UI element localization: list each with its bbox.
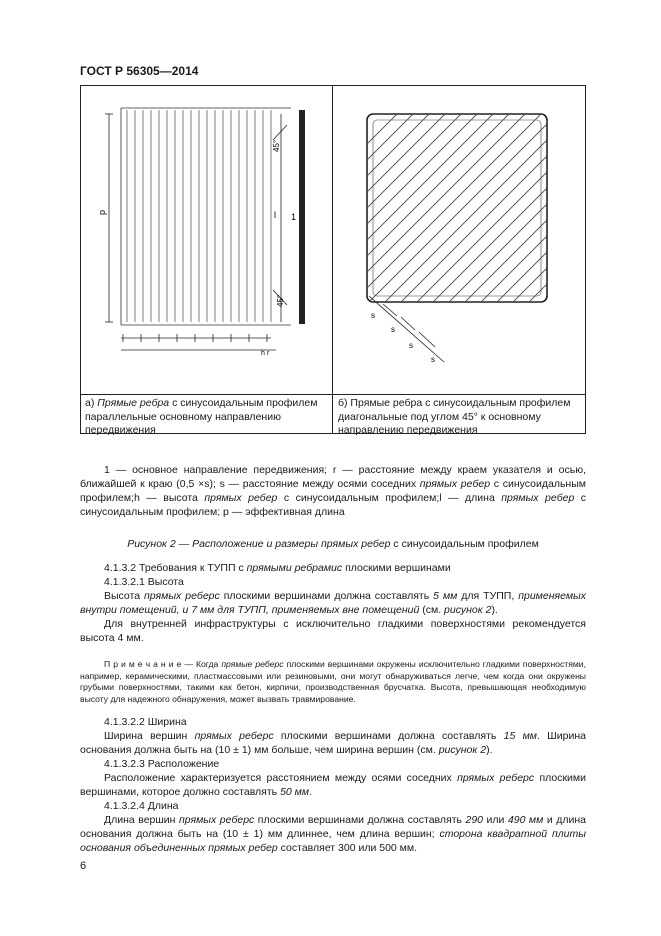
heading-layout: 4.1.3.2.3 Расположение [104, 758, 220, 770]
diagonal-rib [399, 104, 599, 304]
text: Расположение характеризуется расстоянием между осями соседних [104, 772, 458, 784]
heading-height: 4.1.3.2.1 Высота [104, 576, 184, 588]
figure-table [80, 85, 586, 434]
caption-a-prefix: а) [85, 397, 98, 409]
legend-part: с синусоидальным профилем;l — длина [277, 492, 502, 504]
drawing-parallel-ribs [97, 100, 311, 357]
diagonal-rib [335, 104, 535, 304]
text: для ТУПП, [457, 590, 519, 602]
legend-part: с синусоидальным профилем;h — высота [80, 478, 586, 504]
label-s-4: s [431, 355, 435, 364]
diagonal-rib [383, 104, 583, 304]
text: плоскими вершинами, которое должно составлять [80, 772, 587, 798]
text: ). [491, 604, 498, 616]
caption-a-rest: с синусоидальным профилем параллельные основному направлению передвижения [85, 397, 318, 436]
legend-italic: прямых ребер [501, 492, 575, 504]
diagonal-rib [463, 104, 661, 304]
text: плоскими вершинами должна составлять [254, 814, 466, 826]
figure-title-prefix: Рисунок 2 — Расположение и размеры [127, 538, 322, 550]
figure-title [80, 537, 586, 551]
heading-part: 4.1.3.2 Требования к ТУПП с [104, 562, 247, 574]
diagonal-rib [479, 104, 661, 304]
label-r: r [267, 350, 270, 357]
heading-italic: прямыми ребрамис [246, 562, 343, 574]
heading-length: 4.1.3.2.4 Длина [104, 800, 179, 812]
label-45-bottom: 45° [276, 294, 285, 307]
text-italic: 15 мм [503, 730, 537, 742]
diagonal-rib [287, 104, 487, 304]
text: (см. [419, 604, 445, 616]
text-italic: 5 мм [433, 590, 458, 602]
text-italic: прямых реберс [194, 730, 274, 742]
caption-a-italic: Прямые ребра [97, 397, 170, 409]
heading-part: плоскими вершинами [342, 562, 451, 574]
label-l: l [274, 210, 276, 220]
main-text [80, 561, 586, 855]
heading-width: 4.1.3.2.2 Ширина [104, 716, 187, 728]
diagonal-rib [543, 104, 661, 304]
text: и длина основания должна быть на (10 ± 1) мм длиннее, чем длина вершин; [80, 814, 586, 840]
diagonal-rib [367, 104, 567, 304]
paragraph-indoor: Для внутренней инфраструктуры с исключительно гладкими поверхностями рекомендуется высота 4 мм. [80, 618, 586, 644]
caption-a [85, 397, 329, 438]
text: плоскими вершинами должна составлять [273, 730, 504, 742]
table-caption-separator [81, 394, 585, 395]
legend-part: с синусоидальным профилем; p — эффективная длина [80, 492, 587, 518]
text-italic: 490 мм [507, 814, 544, 826]
text-italic: сторона квадратной плиты основания объединенных прямых ребер [80, 828, 586, 854]
figure-title-suffix: с синусоидальным профилем [390, 538, 539, 550]
legend-italic: прямых ребер [204, 492, 278, 504]
note-part: плоскими вершинами окружены исключительно гладкими поверхностями, например, керамическими, пластмассовыми или резиновыми, они могут обнаруживаться легче, чем когда они окружены грубыми поверхностями, такими как бетон, кирпичи, производственная брусчатка. Высота, превышающая необходимую высоту для надежного обнаружения, может вызвать травмирование. [80, 659, 586, 704]
figure-legend [80, 463, 586, 519]
label-s-3: s [409, 341, 413, 350]
text-italic: прямых реберс [144, 590, 220, 602]
note-italic: прямые реберс [221, 659, 284, 669]
diagonal-rib [351, 104, 551, 304]
document-header: ГОСТ Р 56305—2014 [80, 64, 199, 78]
note-part: П р и м е ч а н и е — Когда [104, 659, 222, 669]
text-italic: прямых реберс [178, 814, 255, 826]
label-s-2: s [391, 325, 395, 334]
diagonal-rib [559, 104, 661, 304]
label-p: p [97, 209, 107, 215]
note [80, 659, 586, 705]
label-s-1: s [371, 311, 375, 320]
text: Высота [104, 590, 145, 602]
diagonal-rib [511, 104, 661, 304]
table-divider [332, 86, 333, 434]
text: плоскими вершинами должна составлять [219, 590, 434, 602]
legend-part: 1 — основное направление передвижения; r — расстояние между краем указателя и осью, ближайшей к краю (0,5 ×s); s — расстояние между осями соседних [80, 464, 586, 490]
text-italic: рисунок 2 [444, 604, 492, 616]
legend-italic: прямых ребер [419, 478, 491, 490]
text: . [309, 786, 312, 798]
text: Длина вершин [104, 814, 179, 826]
diagonal-rib [415, 104, 615, 304]
diagonal-rib [431, 104, 631, 304]
text-italic: прямых реберс [457, 772, 535, 784]
figure-title-italic: прямых ребер [321, 538, 391, 550]
label-h: h [261, 350, 265, 357]
diagonal-rib [303, 104, 503, 304]
text-italic: применяемых внутри помещений, и 7 мм для ТУПП, применяемых вне помещений [80, 590, 586, 616]
label-1: 1 [291, 212, 297, 222]
text-italic: рисунок 2 [438, 744, 487, 756]
page-number: 6 [80, 860, 87, 872]
caption-b: б) Прямые ребра с синусоидальным профилем диагональные под углом 45° к основному направлению передвижения [338, 397, 571, 436]
text-italic: 290 [465, 814, 484, 826]
label-45-top: 45° [272, 139, 281, 152]
text: или [483, 814, 508, 826]
diagonal-rib [495, 104, 661, 304]
text: Ширина вершин [104, 730, 195, 742]
text: ). [486, 744, 493, 756]
text: составляет 300 или 500 мм. [277, 842, 418, 854]
text: . Ширина основания должна быть на (10 ± 1) мм больше, чем ширина вершин (см. [80, 730, 586, 756]
diagonal-rib [575, 104, 661, 304]
text-italic: 50 мм [280, 786, 310, 798]
drawing-diagonal-ribs [349, 104, 575, 366]
diagonal-rib [319, 104, 519, 304]
